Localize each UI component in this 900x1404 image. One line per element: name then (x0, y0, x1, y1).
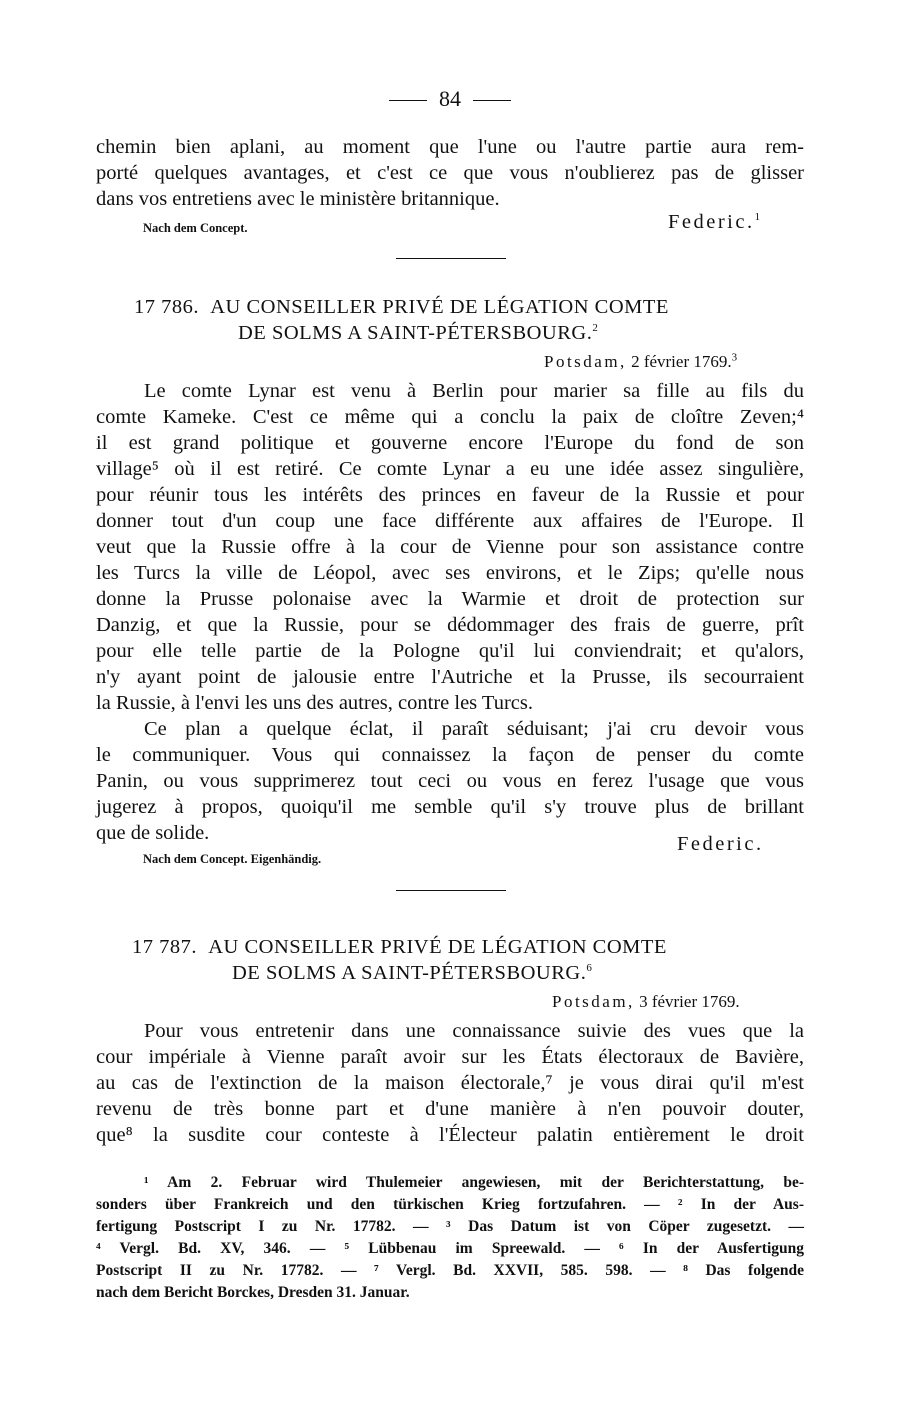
body-line: cour impériale à Vienne paraît avoir sur les États électoraux de Bavière, (96, 1046, 804, 1068)
footnote-line: nach dem Bericht Borckes, Dresden 31. Januar. (96, 1284, 410, 1301)
body-line: pour réunir tous les intérêts des princes en faveur de la Russie et pour (96, 484, 804, 506)
body-line: que de solide. (96, 822, 210, 844)
body-line: Pour vous entretenir dans une connaissance suivie des vues que la (144, 1020, 804, 1042)
body-line: donne la Prusse polonaise avec la Warmie et droit de protection sur (96, 588, 804, 610)
body-line: il est grand politique et gouverne encore l'Europe du fond de son (96, 432, 804, 454)
footnote-line: fertigung Postscript I zu Nr. 17782. — ³ Das Datum ist von Cöper zugesetzt. — (96, 1218, 804, 1235)
body-line: donner tout d'un coup une face différente aux affaires de l'Europe. Il (96, 510, 804, 532)
letter-heading: 17 786. AU CONSEILLER PRIVÉ DE LÉGATION COMTE (134, 296, 669, 318)
body-line: Panin, ou vous supprimerez tout ceci ou vous en ferez l'usage que vous (96, 770, 804, 792)
letter-number: 17 787. (132, 936, 197, 958)
page-number: 84 (0, 86, 900, 112)
body-line: n'y ayant point de jalousie entre l'Autriche et la Prusse, ils secourraient (96, 666, 804, 688)
intro-line: dans vos entretiens avec le ministère britannique. (96, 188, 500, 210)
intro-line: porté quelques avantages, et c'est ce que vous n'oublierez pas de glisser (96, 162, 804, 184)
body-line: jugerez à propos, quoiqu'il me semble qu'il s'y trouve plus de brillant (96, 796, 804, 818)
footnote-line: ¹ Am 2. Februar wird Thulemeier angewiesen, mit der Berichterstattung, be- (144, 1174, 804, 1191)
body-line: revenu de très bonne part et d'une manière à n'en pouvoir douter, (96, 1098, 804, 1120)
letter-signature: Federic. (677, 833, 764, 855)
body-line: veut que la Russie offre à la cour de Vienne pour son assistance contre (96, 536, 804, 558)
page-number-dash-left (389, 100, 427, 101)
body-line: Ce plan a quelque éclat, il paraît séduisant; j'ai cru devoir vous (144, 718, 804, 740)
body-line: Le comte Lynar est venu à Berlin pour marier sa fille au fils du (144, 380, 804, 402)
body-line: que⁸ la susdite cour conteste à l'Électeur palatin entièrement le droit (96, 1124, 804, 1146)
body-line: Danzig, et que la Russie, pour se dédommager des frais de guerre, prît (96, 614, 804, 636)
body-line: village⁵ où il est retiré. Ce comte Lynar a eu une idée assez singulière, (96, 458, 804, 480)
section-divider (396, 258, 506, 259)
letter-heading: 17 787. AU CONSEILLER PRIVÉ DE LÉGATION COMTE (132, 936, 667, 958)
footnote-line: ⁴ Vergl. Bd. XV, 346. — ⁵ Lübbenau im Spreewald. — ⁶ In der Ausfertigung (96, 1240, 804, 1257)
letter-heading-line2: DE SOLMS A SAINT-PÉTERSBOURG.$^2$ (238, 322, 599, 344)
footnote-line: sonders über Frankreich und den türkischen Krieg fortzufahren. — ² In der Aus- (96, 1196, 804, 1213)
body-line: le communiquer. Vous qui connaissez la façon de penser du comte (96, 744, 804, 766)
intro-source-note: Nach dem Concept. (143, 221, 248, 235)
letter-heading-line2: DE SOLMS A SAINT-PÉTERSBOURG.$^6$ (232, 962, 593, 984)
letter-source-note: Nach dem Concept. Eigenhändig. (143, 852, 322, 866)
letter-date: Potsdam, 2 février 1769.$^3$ (544, 351, 738, 371)
letter-date: Potsdam, 3 février 1769. (552, 992, 740, 1011)
letter-number: 17 786. (134, 296, 199, 318)
intro-line: chemin bien aplani, au moment que l'une ou l'autre partie aura rem- (96, 136, 804, 158)
intro-signature: Federic.$^1$ (668, 211, 763, 233)
body-line: la Russie, à l'envi les uns des autres, contre les Turcs. (96, 692, 533, 714)
body-line: comte Kameke. C'est ce même qui a conclu la paix de cloître Zeven;⁴ (96, 406, 804, 428)
section-divider (396, 890, 506, 891)
footnote-line: Postscript II zu Nr. 17782. — ⁷ Vergl. Bd. XXVII, 585. 598. — ⁸ Das folgende (96, 1262, 804, 1279)
page-number-dash-right (473, 100, 511, 101)
body-line: pour elle telle partie de la Pologne qu'il lui conviendrait; et qu'alors, (96, 640, 804, 662)
body-line: les Turcs la ville de Léopol, avec ses environs, et le Zips; qu'elle nous (96, 562, 804, 584)
body-line: au cas de l'extinction de la maison électorale,⁷ je vous dirai qu'il m'est (96, 1072, 804, 1094)
